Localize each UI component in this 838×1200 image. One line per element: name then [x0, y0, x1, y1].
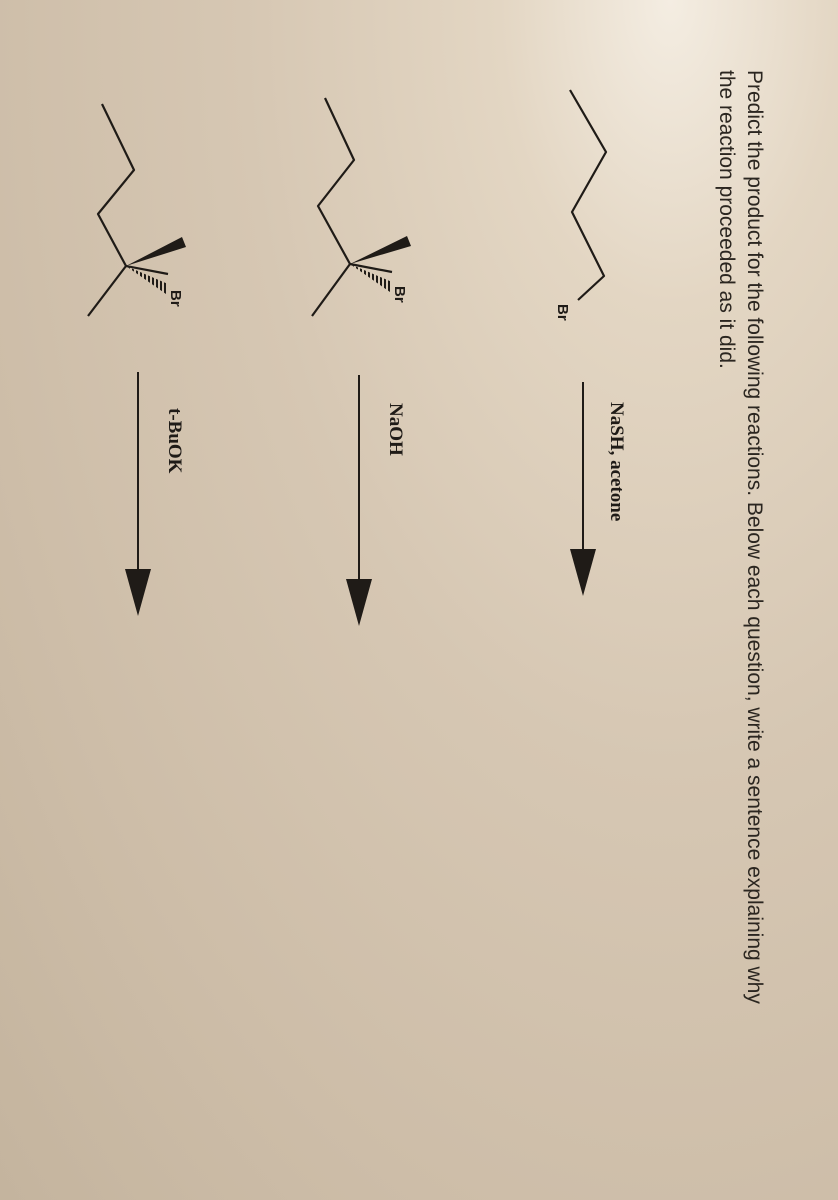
instructions-line-2: the reaction proceeded as it did.: [715, 70, 738, 369]
reagent-3-label: t-BuOK: [164, 408, 185, 474]
reactant-3-skeleton: [88, 104, 134, 316]
reaction-3: [88, 104, 186, 616]
reaction-arrow-1-head: [570, 549, 596, 596]
reactant-2-skeleton: [312, 98, 354, 316]
reaction-arrow-3-head: [125, 569, 151, 616]
reagent-2-label: NaOH: [385, 403, 406, 456]
reactant-1-br-label: Br: [554, 304, 571, 321]
reactant-3-wedge-bond: [126, 237, 186, 266]
reactant-2-br-label: Br: [391, 286, 408, 303]
reactant-1-skeleton: [570, 90, 606, 300]
reagent-1-label: NaSH, acetone: [606, 402, 627, 522]
reaction-1: [554, 90, 627, 596]
reaction-2: [312, 98, 411, 626]
instructions-line-1: Predict the product for the following reactions. Below each question, write a sentence explaining why: [743, 70, 766, 1004]
reaction-arrow-2-head: [346, 579, 372, 626]
reactant-3-br-label: Br: [167, 290, 184, 307]
reactant-2-wedge-bond: [350, 236, 411, 264]
